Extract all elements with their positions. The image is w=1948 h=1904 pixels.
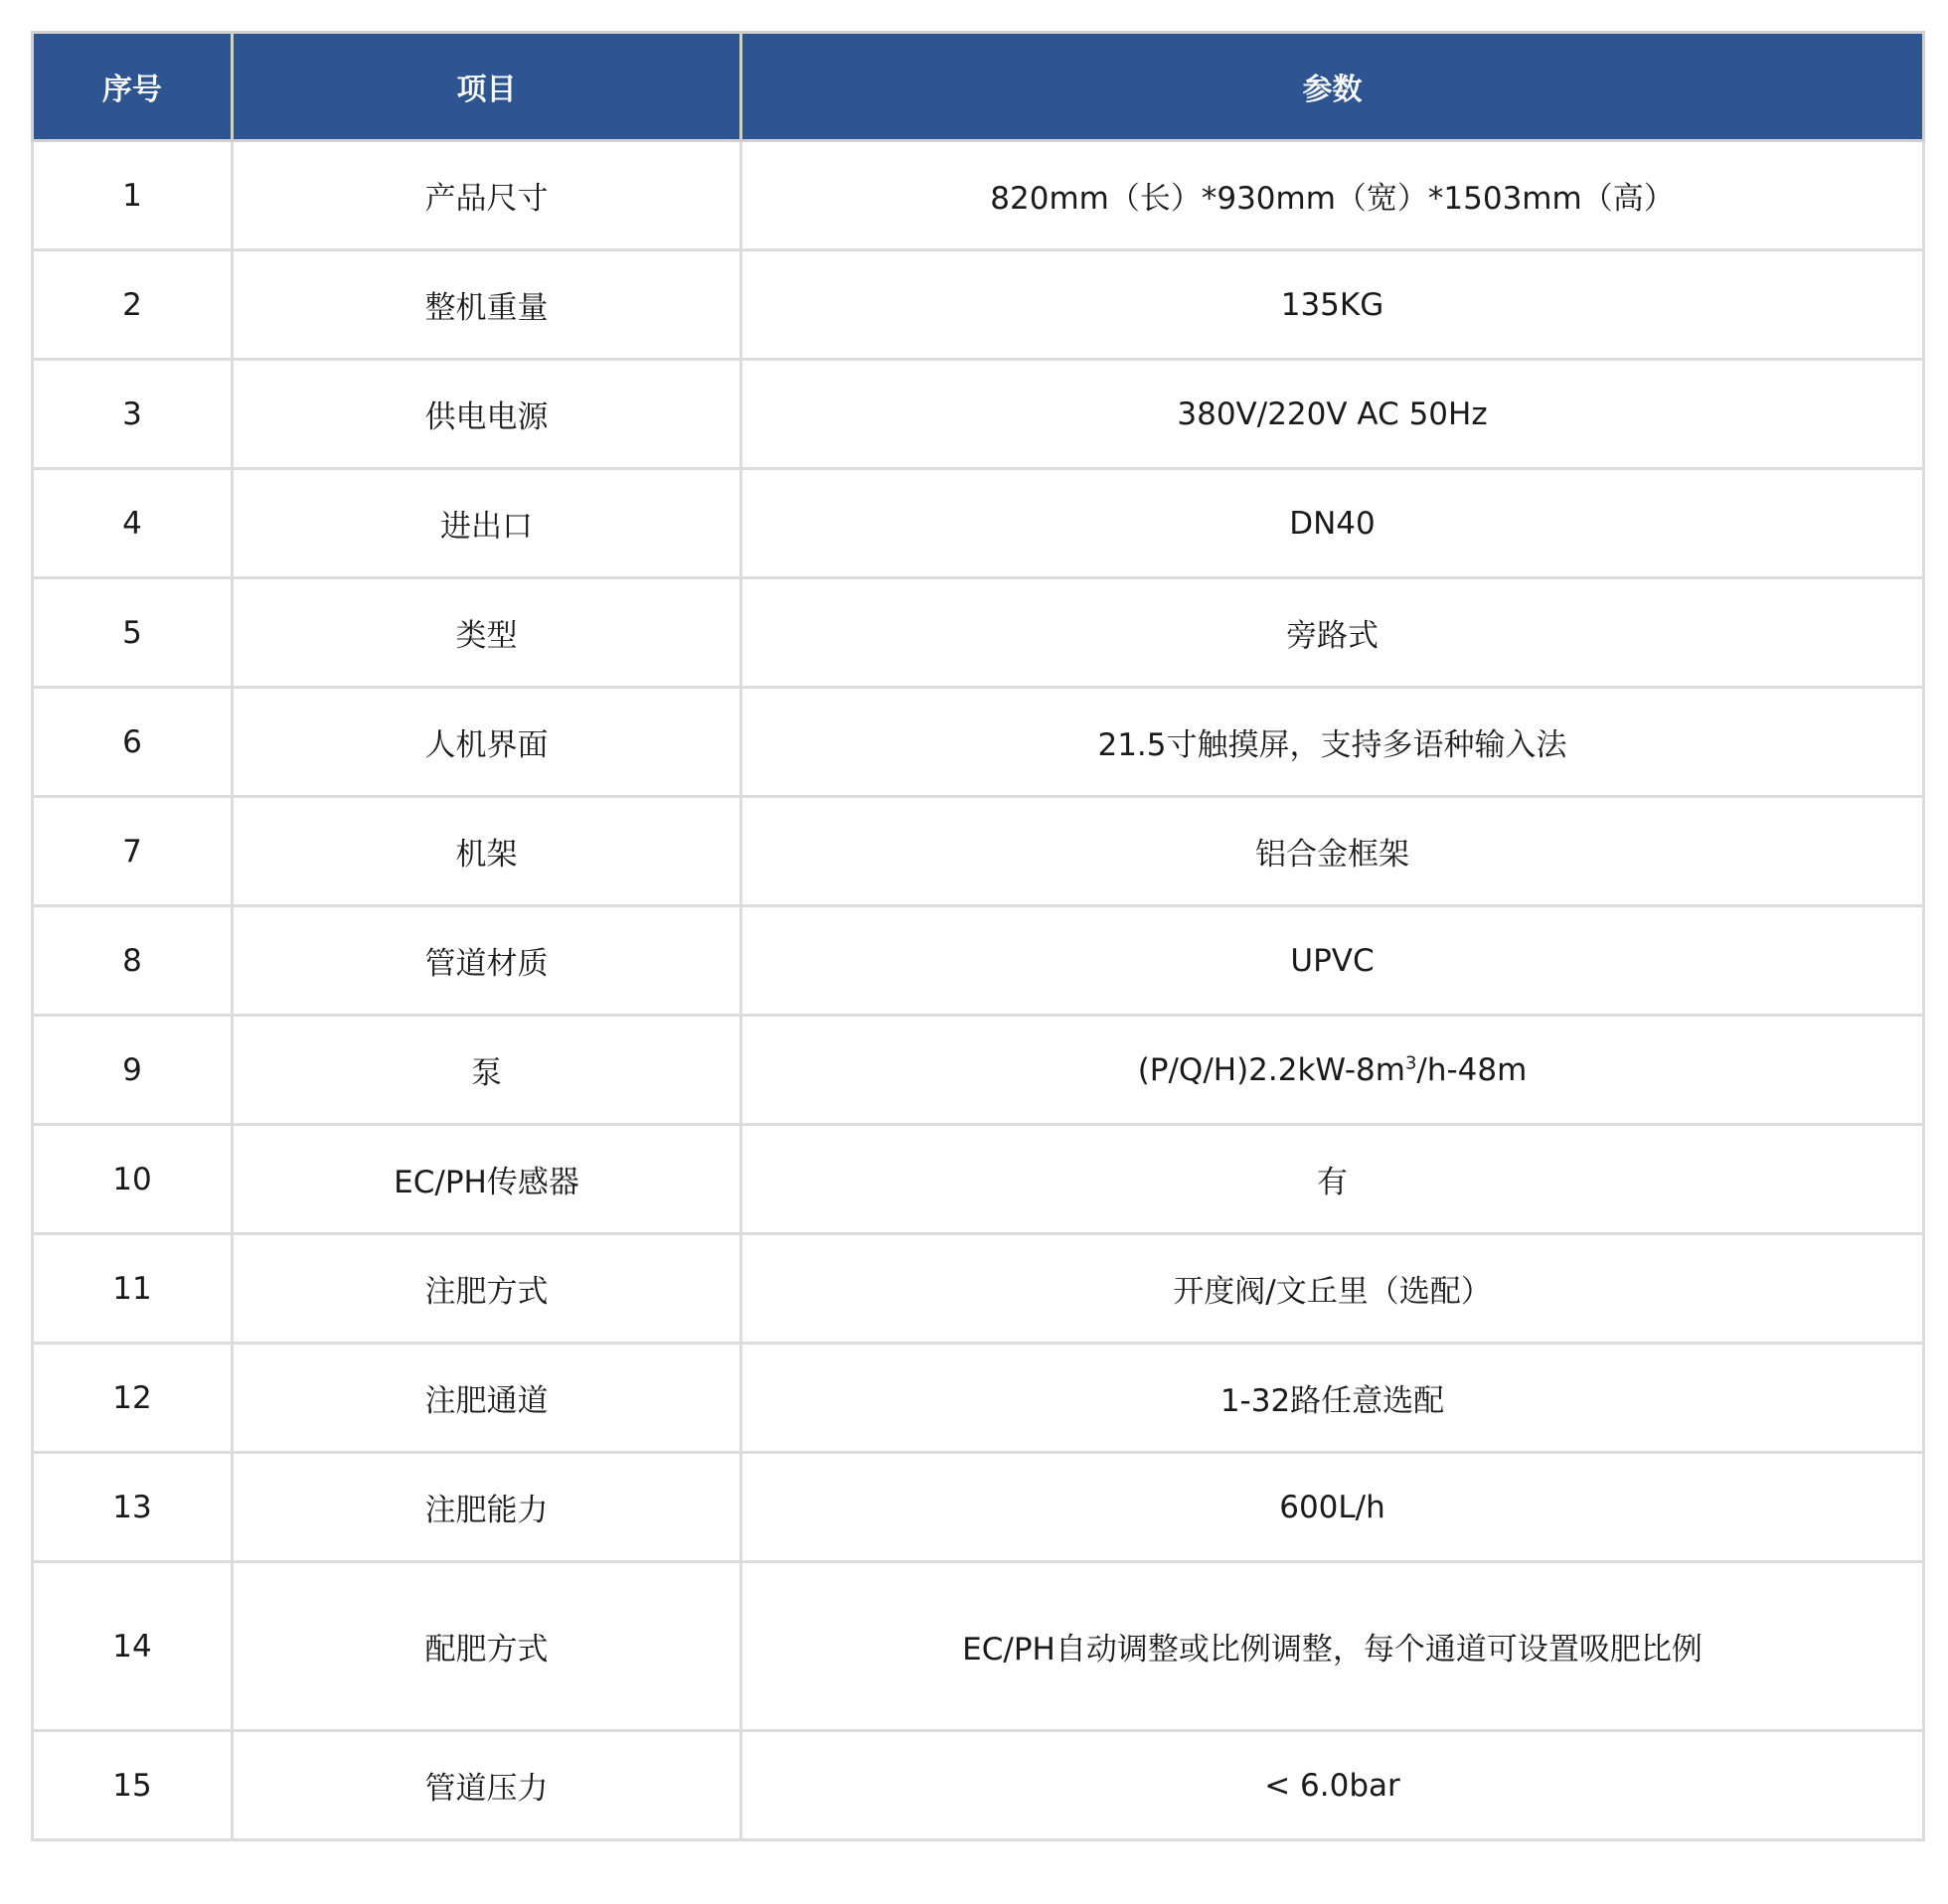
table-row [33, 906, 1924, 1016]
row-param: 135KG [741, 250, 1924, 360]
header-row [33, 33, 1924, 141]
table-row [33, 1016, 1924, 1125]
row-no: 13 [33, 1453, 233, 1562]
row-item: 供电电源 [233, 360, 741, 469]
row-param: 开度阀/文丘里（选配） [741, 1234, 1924, 1344]
row-param [741, 1016, 1924, 1125]
row-item: 整机重量 [233, 250, 741, 360]
row-no: 8 [33, 906, 233, 1016]
table-row [33, 688, 1924, 797]
row-no: 10 [33, 1125, 233, 1234]
header-item: 项目 [233, 33, 741, 141]
row-item: 泵 [233, 1016, 741, 1125]
superscript: 3 [1404, 1052, 1417, 1074]
row-param: DN40 [741, 469, 1924, 578]
row-item: 配肥方式 [233, 1562, 741, 1731]
table-row [33, 360, 1924, 469]
row-param: 21.5寸触摸屏，支持多语种输入法 [741, 688, 1924, 797]
spec-table [31, 31, 1925, 1841]
table-row [33, 469, 1924, 578]
row-param: 旁路式 [741, 578, 1924, 688]
row-param: 有 [741, 1125, 1924, 1234]
table-row [33, 797, 1924, 906]
row-param: 铝合金框架 [741, 797, 1924, 906]
row-item: 产品尺寸 [233, 141, 741, 250]
row-item: 注肥方式 [233, 1234, 741, 1344]
row-param: 820mm（长）*930mm（宽）*1503mm（高） [741, 141, 1924, 250]
row-param: 600L/h [741, 1453, 1924, 1562]
row-item: 注肥能力 [233, 1453, 741, 1562]
table-row [33, 1344, 1924, 1453]
table-row [33, 1731, 1924, 1840]
table-row [33, 1562, 1924, 1731]
row-item: 机架 [233, 797, 741, 906]
row-no: 7 [33, 797, 233, 906]
row-param: EC/PH自动调整或比例调整，每个通道可设置吸肥比例 [741, 1562, 1924, 1731]
row-item: 管道材质 [233, 906, 741, 1016]
row-no: 9 [33, 1016, 233, 1125]
row-no: 11 [33, 1234, 233, 1344]
row-no: 6 [33, 688, 233, 797]
row-item: 进出口 [233, 469, 741, 578]
row-no: 15 [33, 1731, 233, 1840]
row-no: 12 [33, 1344, 233, 1453]
row-item: 人机界面 [233, 688, 741, 797]
row-no: 2 [33, 250, 233, 360]
header-no: 序号 [33, 33, 233, 141]
row-no: 14 [33, 1562, 233, 1731]
table-row [33, 1453, 1924, 1562]
row-item: 类型 [233, 578, 741, 688]
table-row [33, 578, 1924, 688]
row-no: 1 [33, 141, 233, 250]
table-row [33, 250, 1924, 360]
row-param: 380V/220V AC 50Hz [741, 360, 1924, 469]
table-header [33, 33, 1924, 141]
row-no: 5 [33, 578, 233, 688]
row-param: < 6.0bar [741, 1731, 1924, 1840]
table-body [33, 141, 1924, 1840]
row-no: 3 [33, 360, 233, 469]
row-param: UPVC [741, 906, 1924, 1016]
param-text: (P/Q/H)2.2kW-8m [1137, 1051, 1405, 1088]
row-item: EC/PH传感器 [233, 1125, 741, 1234]
row-no: 4 [33, 469, 233, 578]
row-item: 管道压力 [233, 1731, 741, 1840]
row-item: 注肥通道 [233, 1344, 741, 1453]
param-text: /h-48m [1416, 1051, 1528, 1088]
header-param: 参数 [741, 33, 1924, 141]
row-param: 1-32路任意选配 [741, 1344, 1924, 1453]
table-row [33, 1234, 1924, 1344]
table-row [33, 1125, 1924, 1234]
table-row [33, 141, 1924, 250]
